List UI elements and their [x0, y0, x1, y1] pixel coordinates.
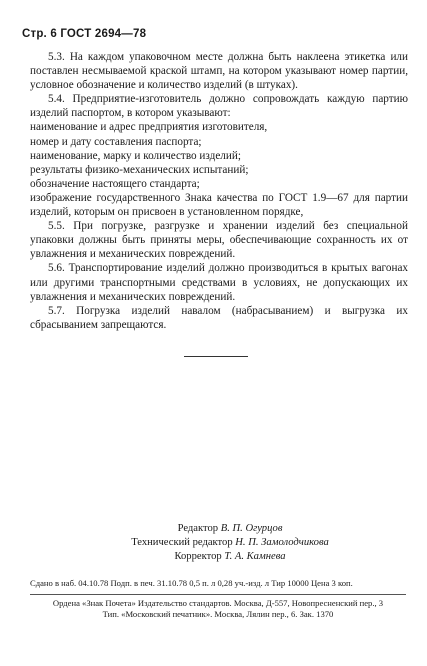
paragraph-5-6: 5.6. Транспортирование изделий должно производиться в крытых вагонах или другими транспортными средствами в условиях, не допускающих их увлажнения и механических повреждений. [30, 262, 408, 303]
publisher-info [30, 598, 406, 620]
editor-role: Редактор [177, 523, 219, 534]
list-item: наименование и адрес предприятия изготовителя, [30, 121, 268, 134]
editor-line [100, 522, 360, 536]
credits-block [100, 522, 360, 565]
list-item: результаты физико-механических испытаний; [30, 163, 249, 176]
paragraph-5-4: 5.4. Предприятие-изготовитель должно сопровождать каждую партию изделий паспортом, в котором указывают: [30, 93, 408, 120]
paragraph-5-3: 5.3. На каждом упаковочном месте должна быть наклеена этикетка или поставлен несмываемой краской штамп, на котором указывают номер партии, условное обозначение и количество изделий (в штуках). [30, 51, 408, 92]
list-item: обозначение настоящего стандарта; [30, 177, 200, 190]
list-item: наименование, марку и количество изделий; [30, 149, 241, 162]
corrector-role: Корректор [174, 551, 222, 563]
editor-name: В. П. Огурцов [220, 523, 283, 534]
tech-editor-role: Технический редактор [131, 537, 233, 549]
tech-editor-name: Н. П. Замолодчикова [235, 537, 329, 549]
imprint-divider [30, 594, 406, 595]
tech-editor-line [100, 536, 360, 550]
list-item: изображение государственного Знака качества по ГОСТ 1.9—67 для партии изделий, которым он присвоен в установленном порядке, [30, 191, 408, 219]
document-body [30, 50, 408, 332]
print-details: Сдано в наб. 04.10.78 Подп. в печ. 31.10.78 0,5 п. л 0,28 уч.-изд. л Тир 10000 Цена 3 коп. [30, 578, 353, 588]
page-header: Стр. 6 ГОСТ 2694—78 [22, 28, 147, 40]
corrector-line [100, 550, 360, 564]
corrector-name: Т. А. Камнева [224, 551, 286, 563]
publisher-line: Ордена «Знак Почета» Издательство стандартов. Москва, Д-557, Новопресненский пер., 3 [52, 598, 384, 608]
section-divider [184, 356, 248, 357]
list-item: номер и дату составления паспорта; [30, 135, 202, 148]
paragraph-5-7: 5.7. Погрузка изделий навалом (набрасыванием) и выгрузка их сбрасыванием запрещаются. [30, 304, 408, 331]
paragraph-5-5: 5.5. При погрузке, разгрузке и хранении изделий без специальной упаковки должны быть приняты меры, обеспечивающие сохранность их от увлажнения и механических повреждений. [30, 220, 408, 261]
printer-line: Тип. «Московский печатник». Москва, Лялин пер., 6. Зак. 1370 [102, 609, 334, 619]
